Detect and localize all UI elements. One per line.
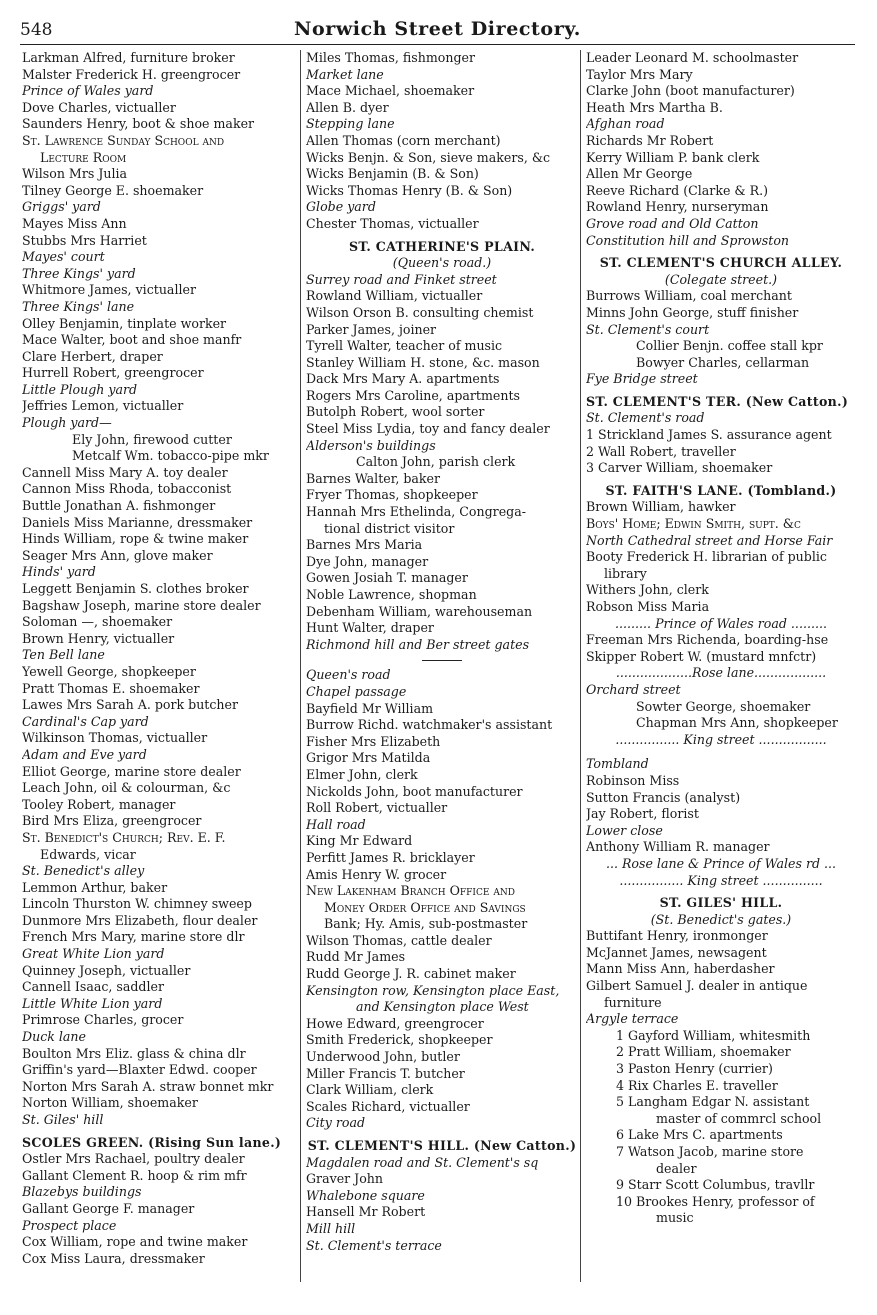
section-rule: [422, 660, 462, 661]
street-name: Kensington row, Kensington place East,: [306, 982, 560, 998]
street-name: Little Plough yard: [22, 381, 138, 397]
directory-entry: Amis Henry W. grocer: [306, 866, 447, 882]
directory-entry: Nickolds John, boot manufacturer: [306, 783, 523, 799]
street-name: Plough yard—: [22, 415, 112, 431]
directory-entry: St. Lawrence Sunday School and: [22, 132, 225, 148]
directory-entry: Butolph Robert, wool sorter: [306, 404, 485, 420]
directory-entry: Tilney George E. shoemaker: [22, 182, 204, 198]
directory-entry: Tooley Robert, manager: [22, 796, 176, 812]
directory-entry: Wilkinson Thomas, victualler: [22, 730, 208, 746]
directory-entry: Graver John: [306, 1171, 384, 1187]
directory-entry: Allen Mr George: [586, 166, 693, 182]
directory-entry: Rudd George J. R. cabinet maker: [306, 966, 516, 982]
street-name: St. Benedict's alley: [22, 863, 145, 879]
street-heading: ST. CATHERINE'S PLAIN.: [348, 238, 536, 254]
directory-entry: Barnes Mrs Maria: [306, 537, 423, 553]
directory-entry: Rowland Henry, nurseryman: [586, 199, 769, 215]
directory-entry: Booty Frederick H. librarian of public: [586, 549, 827, 565]
page-number: 548: [20, 20, 53, 40]
directory-entry: 3 Carver William, shoemaker: [586, 460, 773, 476]
directory-entry: Allen B. dyer: [306, 99, 389, 115]
street-name: St. Giles' hill: [22, 1112, 104, 1127]
street-name: Adam and Eve yard: [22, 746, 147, 762]
street-heading: ST. FAITH'S LANE. (Tombland.): [605, 482, 837, 498]
directory-entry: New Lakenham Branch Office and: [306, 883, 516, 899]
directory-entry: 7 Watson Jacob, marine store: [616, 1144, 804, 1159]
street-heading: SCOLES GREEN. (Rising Sun lane.): [22, 1134, 282, 1150]
directory-entry: 2 Pratt William, shoemaker: [616, 1044, 791, 1060]
directory-entry: dealer: [656, 1160, 697, 1176]
directory-entry: Barnes Walter, baker: [306, 470, 441, 486]
column-divider: [580, 50, 581, 1282]
directory-entry: Wicks Benjn. & Son, sieve makers, &c: [306, 149, 551, 165]
directory-entry: Jay Robert, florist: [586, 806, 699, 822]
directory-entry: Miller Francis T. butcher: [306, 1065, 465, 1081]
column-divider: [300, 50, 301, 1282]
directory-entry: Robinson Miss: [586, 772, 680, 788]
directory-entry: Boys' Home; Edwin Smith, supt. &c: [586, 516, 801, 532]
directory-entry: Wilson Orson B. consulting chemist: [306, 304, 534, 320]
directory-entry: Dunmore Mrs Elizabeth, flour dealer: [22, 912, 258, 928]
directory-entry: Minns John George, stuff finisher: [586, 304, 799, 320]
directory-entry: Underwood John, butler: [306, 1049, 460, 1065]
street-subheading: (St. Benedict's gates.): [650, 911, 792, 927]
street-name: Ten Bell lane: [22, 647, 105, 663]
directory-entry: Olley Benjamin, tinplate worker: [22, 315, 227, 331]
directory-entry: Malster Frederick H. greengrocer: [22, 66, 241, 82]
directory-entry: Cox Miss Laura, dressmaker: [22, 1250, 205, 1266]
directory-entry: Jeffries Lemon, victualler: [22, 398, 184, 414]
street-heading: ST. CLEMENT'S HILL. (New Catton.): [307, 1138, 577, 1153]
street-name: Grove road and Old Catton: [586, 215, 759, 231]
column-3: [586, 50, 856, 1227]
page-title: Norwich Street Directory.: [294, 18, 581, 40]
directory-entry: Larkman Alfred, furniture broker: [22, 50, 235, 65]
directory-entry: Clare Herbert, draper: [22, 348, 163, 364]
directory-entry: Bird Mrs Eliza, greengrocer: [22, 813, 202, 829]
directory-entry: Dack Mrs Mary A. apartments: [306, 371, 500, 387]
directory-entry: Chester Thomas, victualler: [306, 215, 479, 231]
street-subheading: (Queen's road.): [392, 255, 492, 271]
directory-entry: Boulton Mrs Eliz. glass & china dlr: [22, 1045, 246, 1061]
directory-entry: 4 Rix Charles E. traveller: [616, 1077, 778, 1093]
directory-entry: Rudd Mr James: [306, 949, 406, 965]
directory-entry: Ostler Mrs Rachael, poultry dealer: [22, 1151, 245, 1167]
street-name: Mayes' court: [22, 249, 105, 265]
street-name: North Cathedral street and Horse Fair: [586, 532, 833, 548]
directory-entry: Wicks Thomas Henry (B. & Son): [306, 182, 513, 198]
street-subheading: (Colegate street.): [664, 271, 778, 287]
directory-entry: Allen Thomas (corn merchant): [306, 132, 501, 148]
street-name: Globe yard: [306, 199, 376, 215]
directory-entry: Freeman Mrs Richenda, boarding-hse: [586, 632, 829, 648]
directory-entry: Hinds William, rope & twine maker: [22, 531, 249, 547]
directory-entry: Brown William, hawker: [586, 499, 736, 515]
street-name: Richmond hill and Ber street gates: [306, 636, 530, 652]
directory-entry: Metcalf Wm. tobacco-pipe mkr: [72, 448, 269, 464]
directory-entry: Skipper Robert W. (mustard mnfctr): [586, 648, 817, 664]
directory-entry: Whitmore James, victualler: [22, 282, 196, 298]
directory-entry: 5 Langham Edgar N. assistant: [616, 1094, 810, 1110]
directory-entry: Mayes Miss Ann: [22, 215, 127, 231]
street-name: Fye Bridge street: [586, 371, 698, 387]
street-name: St. Clement's road: [586, 410, 705, 426]
directory-entry: Debenham William, warehouseman: [306, 603, 533, 619]
directory-entry: Kerry William P. bank clerk: [586, 149, 760, 165]
directory-entry: 3 Paston Henry (currier): [616, 1061, 773, 1077]
directory-entry: Burrows William, coal merchant: [586, 288, 792, 304]
directory-entry: Sowter George, shoemaker: [636, 698, 811, 714]
directory-entry: Taylor Mrs Mary: [586, 66, 693, 82]
directory-entry: Rowland William, victualler: [306, 288, 483, 304]
page-header: [20, 18, 855, 45]
directory-entry: Collier Benjn. coffee stall kpr: [636, 338, 823, 354]
street-heading: ST. CLEMENT'S TER. (New Catton.): [586, 393, 849, 409]
directory-entry: King Mr Edward: [306, 833, 413, 849]
directory-entry: Gowen Josiah T. manager: [306, 570, 468, 586]
street-name: Mill hill: [306, 1220, 356, 1236]
directory-entry: Wilson Mrs Julia: [22, 166, 128, 182]
directory-entry: Mace Michael, shoemaker: [306, 83, 475, 99]
directory-entry: Leggett Benjamin S. clothes broker: [22, 581, 249, 596]
directory-entry: Cannon Miss Rhoda, tobacconist: [22, 481, 232, 497]
directory-entry: Stanley William H. stone, &c. mason: [306, 354, 540, 370]
directory-entry: 9 Starr Scott Columbus, travllr: [616, 1177, 815, 1193]
street-name: Surrey road and Finket street: [306, 271, 497, 287]
directory-entry: Clarke John (boot manufacturer): [586, 83, 795, 99]
directory-entry: Wicks Benjamin (B. & Son): [306, 166, 479, 182]
street-name: Orchard street: [586, 681, 681, 697]
street-name: Prince of Wales yard: [22, 83, 154, 99]
street-name: Queen's road: [306, 667, 391, 683]
directory-entry: Daniels Miss Marianne, dressmaker: [22, 514, 253, 530]
directory-entry: Fisher Mrs Elizabeth: [306, 733, 441, 749]
directory-entry: Edwards, vicar: [40, 846, 136, 862]
directory-entry: Anthony William R. manager: [586, 839, 770, 855]
directory-entry: Gallant Clement R. hoop & rim mfr: [22, 1167, 247, 1183]
directory-entry: music: [656, 1210, 694, 1226]
directory-entry: Robson Miss Maria: [586, 599, 710, 614]
street-name: and Kensington place West: [356, 999, 529, 1015]
directory-entry: Money Order Office and Savings: [324, 899, 526, 915]
directory-entry: Burrow Richd. watchmaker's assistant: [306, 717, 553, 733]
directory-entry: master of commrcl school: [656, 1110, 822, 1126]
directory-entry: Dove Charles, victualler: [22, 99, 176, 115]
directory-entry: Howe Edward, greengrocer: [306, 1015, 484, 1031]
directory-entry: 2 Wall Robert, traveller: [586, 443, 736, 459]
directory-entry: Primrose Charles, grocer: [22, 1012, 184, 1028]
street-crossing: ................ King street ...............: [619, 872, 823, 888]
directory-entry: Quinney Joseph, victualler: [22, 962, 191, 978]
street-heading: ST. GILES' HILL.: [659, 895, 783, 911]
directory-entry: Norton William, shoemaker: [22, 1095, 198, 1111]
directory-entry: Lincoln Thurston W. chimney sweep: [22, 896, 252, 912]
street-name: Three Kings' lane: [22, 298, 135, 314]
street-name: Constitution hill and Sprowston: [586, 232, 790, 248]
directory-entry: Mann Miss Ann, haberdasher: [586, 961, 775, 977]
directory-entry: Lawes Mrs Sarah A. pork butcher: [22, 697, 239, 713]
directory-entry: Bagshaw Joseph, marine store dealer: [22, 597, 261, 613]
directory-entry: Ely John, firewood cutter: [72, 431, 232, 447]
directory-entry: Fryer Thomas, shopkeeper: [306, 487, 478, 503]
directory-entry: Elliot George, marine store dealer: [22, 763, 241, 779]
directory-entry: Richards Mr Robert: [586, 132, 714, 148]
directory-entry: St. Benedict's Church; Rev. E. F.: [22, 829, 226, 845]
directory-entry: Gilbert Samuel J. dealer in antique: [586, 978, 808, 994]
street-crossing: ................ King street .................: [615, 731, 827, 747]
directory-entry: Mace Walter, boot and shoe manfr: [22, 332, 242, 348]
directory-entry: Elmer John, clerk: [306, 766, 418, 782]
street-name: Blazebys buildings: [22, 1184, 142, 1200]
directory-entry: Cox William, rope and twine maker: [22, 1234, 248, 1250]
directory-entry: Dye John, manager: [306, 553, 429, 569]
directory-entry: Roll Robert, victualler: [306, 800, 448, 816]
directory-entry: Bowyer Charles, cellarman: [636, 354, 810, 370]
street-heading: ST. CLEMENT'S CHURCH ALLEY.: [599, 255, 843, 271]
directory-entry: Pratt Thomas E. shoemaker: [22, 680, 200, 696]
street-crossing: ...................Rose lane..................: [615, 665, 827, 681]
street-name: City road: [306, 1115, 366, 1131]
street-name: Hinds' yard: [22, 564, 96, 580]
street-name: Alderson's buildings: [306, 437, 436, 453]
directory-entry: Parker James, joiner: [306, 321, 437, 337]
directory-entry: Clark William, clerk: [306, 1082, 434, 1098]
street-name: Prospect place: [22, 1217, 117, 1233]
directory-entry: Cannell Miss Mary A. toy dealer: [22, 464, 228, 480]
directory-entry: tional district visitor: [324, 520, 455, 536]
directory-entry: Norton Mrs Sarah A. straw bonnet mkr: [22, 1078, 274, 1094]
street-name: Cardinal's Cap yard: [22, 713, 149, 729]
directory-entry: McJannet James, newsagent: [586, 944, 767, 960]
directory-entry: Grigor Mrs Matilda: [306, 750, 431, 766]
directory-entry: Wilson Thomas, cattle dealer: [306, 932, 492, 948]
column-1: [22, 50, 297, 1267]
street-name: Magdalen road and St. Clement's sq: [306, 1154, 539, 1170]
directory-entry: 6 Lake Mrs C. apartments: [616, 1127, 783, 1143]
directory-entry: Scales Richard, victualler: [306, 1098, 470, 1114]
directory-entry: Miles Thomas, fishmonger: [306, 50, 476, 65]
street-crossing: ... Rose lane & Prince of Wales rd ...: [605, 855, 837, 871]
directory-entry: Cannell Isaac, saddler: [22, 979, 164, 995]
directory-entry: Stubbs Mrs Harriet: [22, 232, 147, 248]
directory-entry: Brown Henry, victualler: [22, 630, 175, 646]
street-name: Three Kings' yard: [22, 265, 136, 281]
directory-entry: Noble Lawrence, shopman: [306, 587, 477, 602]
street-name: Afghan road: [586, 116, 665, 132]
directory-entry: Hunt Walter, draper: [306, 620, 434, 636]
street-name: St. Clement's court: [586, 321, 710, 337]
street-name: Market lane: [306, 66, 384, 82]
directory-entry: Gallant George F. manager: [22, 1200, 195, 1216]
directory-entry: French Mrs Mary, marine store dlr: [22, 929, 245, 945]
section-gap: [586, 748, 856, 756]
directory-entry: furniture: [604, 994, 662, 1010]
directory-entry: Perfitt James R. bricklayer: [306, 849, 475, 865]
directory-entry: Bayfield Mr William: [306, 700, 434, 716]
directory-entry: 10 Brookes Henry, professor of: [616, 1193, 815, 1209]
directory-entry: Heath Mrs Martha B.: [586, 99, 723, 115]
directory-entry: Hannah Mrs Ethelinda, Congrega-: [306, 504, 526, 520]
directory-entry: Saunders Henry, boot & shoe maker: [22, 116, 255, 132]
street-name: Duck lane: [22, 1029, 86, 1045]
street-name: Tombland: [586, 756, 649, 772]
directory-entry: Chapman Mrs Ann, shopkeeper: [636, 715, 838, 731]
directory-entry: 1 Strickland James S. assurance agent: [586, 427, 832, 443]
directory-entry: Seager Mrs Ann, glove maker: [22, 547, 213, 563]
street-name: Hall road: [306, 816, 366, 832]
directory-entry: Lecture Room: [40, 149, 127, 165]
street-name: Chapel passage: [306, 683, 407, 699]
directory-entry: Leader Leonard M. schoolmaster: [586, 50, 799, 65]
directory-entry: Rogers Mrs Caroline, apartments: [306, 387, 521, 403]
directory-entry: Bank; Hy. Amis, sub-postmaster: [324, 916, 528, 932]
street-crossing: ......... Prince of Wales road .........: [615, 615, 827, 631]
directory-entry: Soloman —, shoemaker: [22, 614, 173, 630]
directory-entry: Sutton Francis (analyst): [586, 789, 741, 805]
directory-entry: Steel Miss Lydia, toy and fancy dealer: [306, 421, 550, 437]
street-name: Little White Lion yard: [22, 995, 163, 1011]
directory-entry: Withers John, clerk: [586, 582, 709, 598]
directory-entry: Calton John, parish clerk: [356, 454, 516, 470]
directory-entry: Buttifant Henry, ironmonger: [586, 928, 768, 944]
street-name: Whalebone square: [306, 1187, 425, 1203]
street-name: Stepping lane: [306, 116, 395, 132]
directory-entry: Smith Frederick, shopkeeper: [306, 1032, 493, 1048]
directory-entry: Lemmon Arthur, baker: [22, 879, 168, 895]
directory-entry: Griffin's yard—Blaxter Edwd. cooper: [22, 1062, 257, 1078]
street-name: Argyle terrace: [586, 1011, 679, 1027]
directory-entry: Leach John, oil & colourman, &c: [22, 780, 231, 796]
directory-entry: Buttle Jonathan A. fishmonger: [22, 498, 216, 514]
street-name: Griggs' yard: [22, 199, 101, 215]
street-name: Lower close: [586, 822, 663, 838]
directory-entry: Yewell George, shopkeeper: [22, 663, 196, 679]
street-name: St. Clement's terrace: [306, 1237, 442, 1253]
directory-entry: Tyrell Walter, teacher of music: [306, 338, 503, 354]
directory-entry: Reeve Richard (Clarke & R.): [586, 182, 769, 198]
column-2: [306, 50, 578, 1254]
directory-entry: library: [604, 565, 647, 581]
directory-entry: 1 Gayford William, whitesmith: [616, 1027, 811, 1043]
directory-entry: Hurrell Robert, greengrocer: [22, 365, 204, 381]
directory-entry: Hansell Mr Robert: [306, 1204, 426, 1220]
street-name: Great White Lion yard: [22, 946, 165, 962]
